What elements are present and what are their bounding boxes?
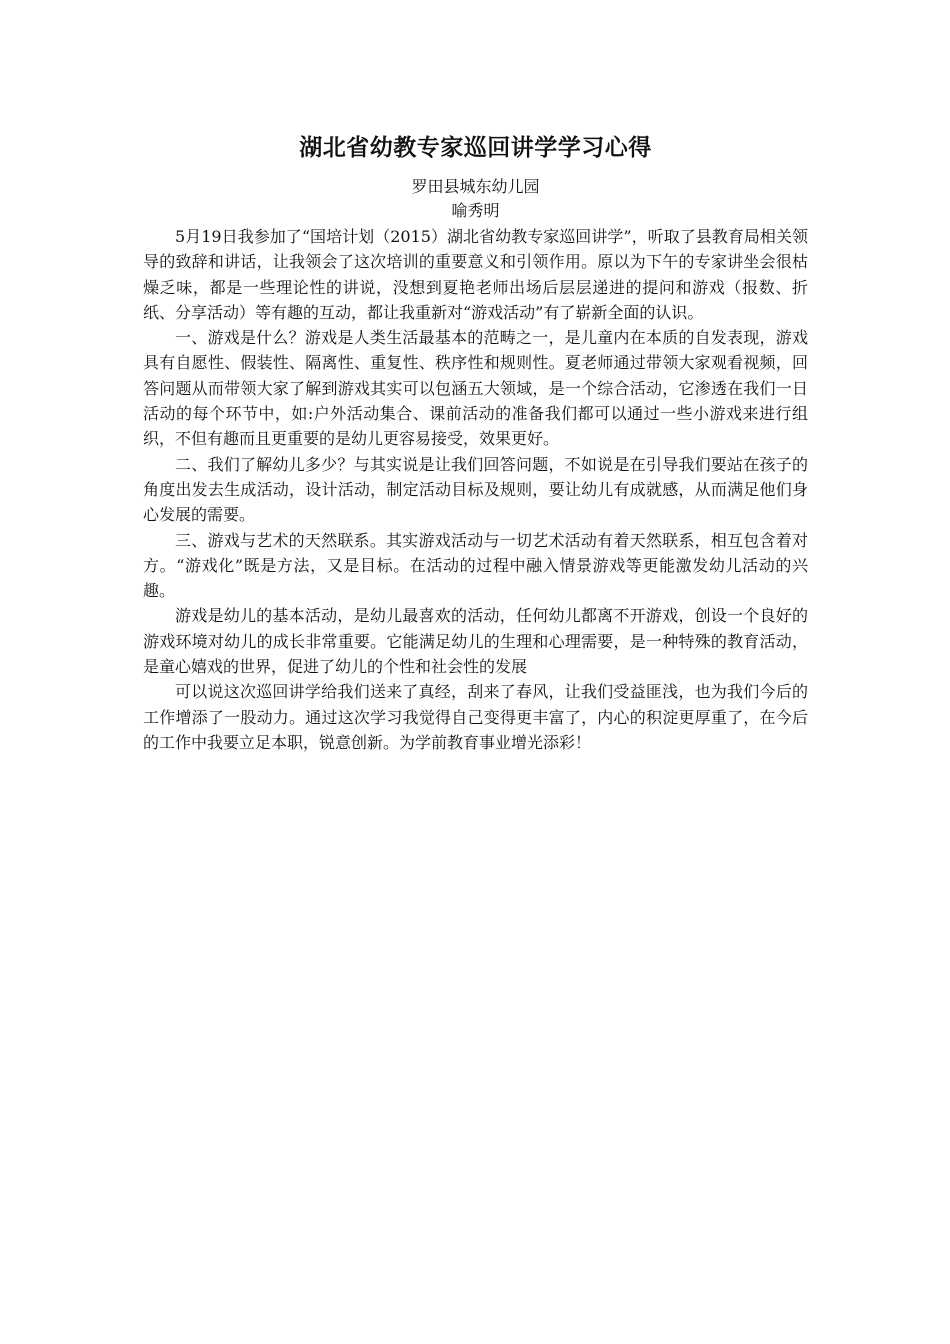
document-title: 湖北省幼教专家巡回讲学学习心得 bbox=[299, 135, 652, 161]
document-body bbox=[143, 224, 808, 755]
paragraph-section-1: 一、游戏是什么？游戏是人类生活最基本的范畴之一，是儿童内在本质的自发表现，游戏具有自愿性、假装性、隔离性、重复性、秩序性和规则性。夏老师通过带领大家观看视频，回答问题从而带领大家了解到游戏其实可以包涵五大领域，是一个综合活动，它渗透在我们一日活动的每个环节中，如:户外活动集合、课前活动的准备我们都可以通过一些小游戏来进行组织，不但有趣而且更重要的是幼儿更容易接受，效果更好。 bbox=[143, 328, 808, 449]
paragraph-conclusion: 可以说这次巡回讲学给我们送来了真经，刮来了春风，让我们受益匪浅，也为我们今后的工作增添了一股动力。通过这次学习我觉得自己变得更丰富了，内心的积淀更厚重了，在今后的工作中我要立足本职，锐意创新。为学前教育事业增光添彩！ bbox=[143, 682, 808, 752]
school-name: 罗田县城东幼儿园 bbox=[411, 177, 540, 196]
paragraph-intro: 5月19日我参加了“国培计划（2015）湖北省幼教专家巡回讲学”，听取了县教育局相关领导的致辞和讲话，让我领会了这次培训的重要意义和引领作用。原以为下午的专家讲坐会很枯燥乏味，都是一些理论性的讲说，没想到夏艳老师出场后层层递进的提问和游戏（报数、折纸、分享活动）等有趣的互动，都让我重新对“游戏活动”有了崭新全面的认识。 bbox=[143, 227, 808, 322]
paragraph-section-2: 二、我们了解幼儿多少？与其实说是让我们回答问题，不如说是在引导我们要站在孩子的角度出发去生成活动，设计活动，制定活动目标及规则，要让幼儿有成就感，从而满足他们身心发展的需要。 bbox=[143, 454, 808, 525]
paragraph-section-3: 三、游戏与艺术的天然联系。其实游戏活动与一切艺术活动有着天然联系，相互包含着对方。“游戏化”既是方法，又是目标。在活动的过程中融入情景游戏等更能激发幼儿活动的兴趣。 bbox=[143, 530, 808, 601]
paragraph-summary: 游戏是幼儿的基本活动，是幼儿最喜欢的活动，任何幼儿都离不开游戏，创设一个良好的游戏环境对幼儿的成长非常重要。它能满足幼儿的生理和心理需要，是一种特殊的教育活动，是童心嬉戏的世界，促进了幼儿的个性和社会性的发展 bbox=[143, 606, 808, 677]
author-name: 喻秀明 bbox=[451, 201, 500, 220]
